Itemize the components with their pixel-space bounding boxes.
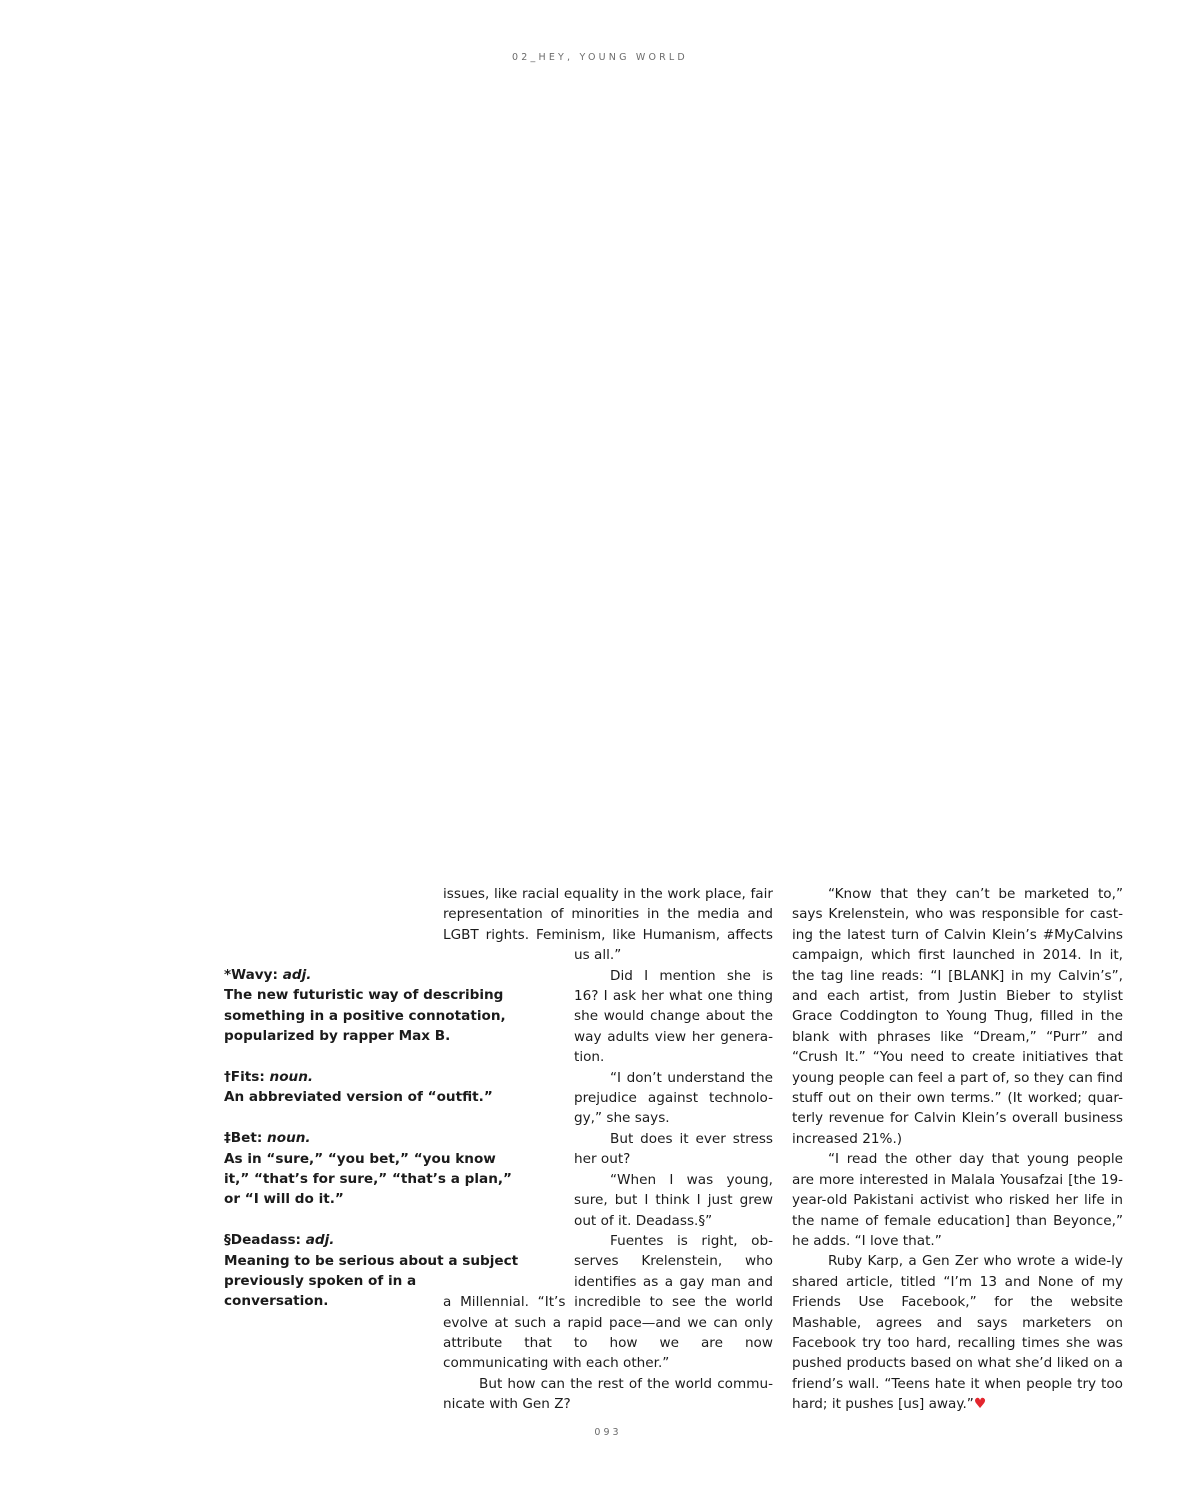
glossary-pos: adj. [282,967,312,983]
glossary-pos: noun. [267,1130,311,1147]
paragraph: But how can the rest of the world commu-nicate with Gen Z? [443,1375,773,1413]
glossary-definition: The new futuristic way of describing something in a positive connotation, popularized by rapper Max B. [224,987,506,1045]
paragraph: Did I mention she is 16? I ask her what one thing she would change about the way adults view her genera-tion. [574,967,773,1066]
heart-icon: ♥ [973,1396,987,1413]
paragraph: Fuentes is right, ob-serves Krelenstein, who identifies as a gay man and a Millennial. “It’s incredible to see the world evolve at such a rapid pace—and we can only attribute that to how we are now communicating with each other.” [443,1232,773,1372]
glossary-pos: noun. [269,1069,314,1086]
glossary-entry [224,1230,524,1312]
paragraph: “Know that they can’t be marketed to,” says Krelenstein, who was responsible for cast-ing the latest turn of Calvin Klein’s #MyCalvins campaign, which first launched in 2014. In it, the tag line reads: “I [BLANK] in my Calvin’s”, and each artist, from Justin Bieber to stylist Grace Coddington to Young Thug, filled in the blank with phrases like “Dream,” “Purr” and “Crush It.” “You need to create initiatives that young people can feel a part of, so they can find stuff out on their own terms.” (It worked; quar-terly revenue for Calvin Klein’s overall business increased 21%.) [792,886,1123,1147]
running-head: 02_HEY, YOUNG WORLD [512,52,688,63]
glossary-entry [224,965,524,1047]
paragraph-text: Ruby Karp, a Gen Zer who wrote a wide-ly shared article, titled “I’m 13 and None of my Friends Use Facebook,” for the website Mashable, agrees and says marketers on Facebook try too hard, recalling times she was pushed products based on what she’d liked on a friend’s wall. “Teens hate it when people try too hard; it pushes [us] away.” [792,1253,1123,1413]
glossary-definition: Meaning to be serious about a subject previously spoken of in a conversation. [224,1252,519,1310]
paragraph: “I don’t understand the prejudice against technolo-gy,” she says. [574,1069,773,1127]
page-number: 093 [594,1427,622,1438]
paragraph: “I read the other day that young people are more interested in Malala Yousafzai [the 19-year-old Pakistani activist who risked her life in the name of female education] than Beyonce,” he adds. “I love that.” [792,1151,1123,1249]
glossary-footnotes [224,965,524,1332]
paragraph [792,1251,1123,1414]
paragraph: issues, like racial equality in the work place, fair representation of minorities in the media and LGBT rights. Feminism, like Humanism, affects us all.” [443,886,773,964]
glossary-entry [224,1067,524,1108]
paragraph: But does it ever stress her out? [574,1130,773,1168]
glossary-definition: An abbreviated version of “outfit.” [224,1089,493,1106]
glossary-term: †Fits: [224,1069,265,1086]
glossary-term: *Wavy: [224,967,278,983]
glossary-entry [224,1128,524,1210]
glossary-term: §Deadass: [224,1232,301,1249]
glossary-pos: adj. [305,1232,335,1249]
paragraph: “When I was young, sure, but I think I just grew out of it. Deadass.§” [574,1171,773,1229]
glossary-definition: As in “sure,” “you bet,” “you know it,” “that’s for sure,” “that’s a plan,” or “I will do it.” [224,1150,512,1208]
article-column-right [792,884,1123,1415]
glossary-term: ‡Bet: [224,1130,263,1147]
